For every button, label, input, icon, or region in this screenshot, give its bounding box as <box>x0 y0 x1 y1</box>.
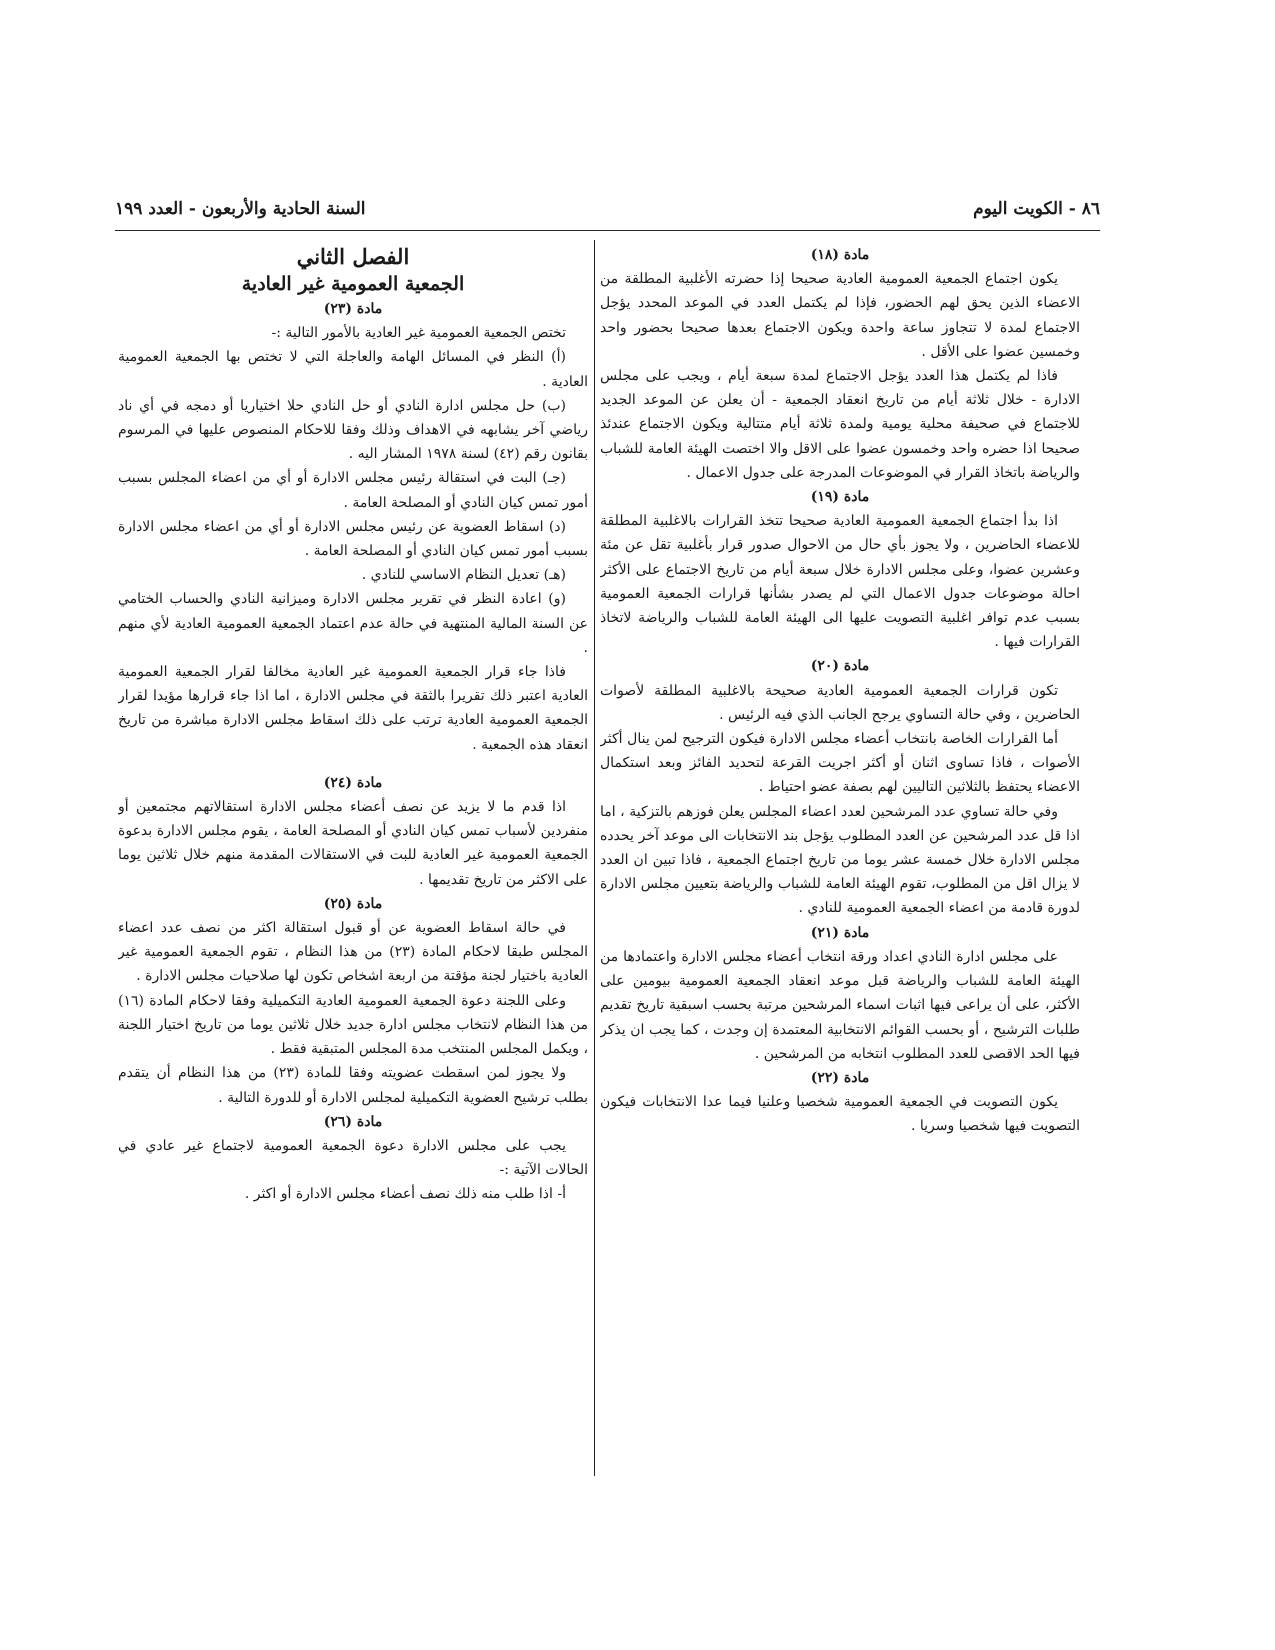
chapter-title: الفصل الثاني <box>296 244 410 269</box>
paragraph: وعلى اللجنة دعوة الجمعية العمومية العادية التكميلية وفقا لاحكام المادة (١٦) من هذا النظام لانتخاب مجلس ادارة جديد خلال ثلاثين يوما من تاريخ اختيار اللجنة ، ويكمل المجلس المنتخب مدة المجلس المتبقية فقط . <box>118 992 588 1058</box>
list-item: أ- اذا طلب منه ذلك نصف أعضاء مجلس الادارة أو اكثر . <box>244 1186 566 1203</box>
list-item: (د) اسقاط العضوية عن رئيس مجلس الادارة أو أي من اعضاء مجلس الادارة بسبب أمور تمس كيان النادي أو المصلحة العامة . <box>118 518 588 560</box>
paragraph: تختص الجمعية العمومية غير العادية بالأمور التالية :- <box>271 325 566 342</box>
paragraph: فاذا لم يكتمل هذا العدد يؤجل الاجتماع لمدة سبعة أيام ، ويجب على مجلس الادارة - خلال ثلاثة أيام من تاريخ انعقاد الجمعية - أن يعلن عن الموعد الجديد للاجتماع في صحيفة محلية يومية ولمدة ثلاثة أيام متتالية ويكون الاجتماع عندئذ صحيحا اذا حضره واحد وخمسون عضوا على الاقل والا اختصت الهيئة العامة للشباب والرياضة باتخاذ القرار في الموضوعات المدرجة على جدول الاعمال . <box>600 368 1080 481</box>
paragraph: اذا بدأ اجتماع الجمعية العمومية العادية صحيحا تتخذ القرارات بالاغلبية المطلقة للاعضاء الحاضرين ، ولا يجوز بأي حال من الاحوال صدور قرار بأغلبية تقل عن مئة وعشرين عضوا، وعلى مجلس الادارة خلال سبعة أيام من تاريخ الاجتماع على الأكثر احالة موضوعات جدول الاعمال التي لم يصدر بشأنها قرارات الجمعية العمومية بسبب عدم توافر اغلبية التصويت عليها الى الهيئة العامة للشباب والرياضة لاتخاذ القرارات فيها . <box>600 513 1080 651</box>
article-heading: مادة (٢٢) <box>810 1069 870 1086</box>
paragraph: اذا قدم ما لا يزيد عن نصف أعضاء مجلس الادارة استقالاتهم مجتمعين أو منفردين لأسباب تمس كيان النادي أو المصلحة العامة ، يقوم مجلس الادارة بدعوة الجمعية العمومية غير العادية للبت في الاستقالات المقدمة منهم خلال ثلاثين يوما على الاكثر من تاريخ تقديمها . <box>118 799 588 888</box>
article-heading: مادة (٢٥) <box>323 895 383 912</box>
page-header <box>115 197 1100 231</box>
list-item: (جـ) البت في استقالة رئيس مجلس الادارة أو أي من اعضاء المجلس بسبب أمور تمس كيان النادي أو المصلحة العامة . <box>118 470 588 511</box>
paragraph: يجب على مجلس الادارة دعوة الجمعية العمومية لاجتماع غير عادي في الحالات الآتية :- <box>118 1137 588 1179</box>
paragraph: أما القرارات الخاصة بانتخاب أعضاء مجلس الادارة فيكون الترجيح لمن ينال أكثر الأصوات ، فاذا تساوى اثنان أو أكثر اجريت القرعة لتحديد الفائز وبعد استكمال الاعضاء يحتفظ بالثلاثين التاليين لهم بصفة عضو احتياط . <box>600 731 1080 796</box>
list-item: (ب) حل مجلس ادارة النادي أو حل النادي حلا اختياريا أو دمجه في أي ناد رياضي آخر يشابهه في الاهداف وذلك وفقا للاحكام المنصوص عليها في المرسوم بقانون رقم (٤٢) لسنة ١٩٧٨ المشار اليه . <box>118 397 588 463</box>
left-column <box>118 243 588 1473</box>
paragraph: تكون قرارات الجمعية العمومية العادية صحيحة بالاغلبية المطلقة لأصوات الحاضرين ، وفي حالة التساوي يرجح الجانب الذي فيه الرئيس . <box>600 682 1080 723</box>
article-heading: مادة (٢٤) <box>323 774 383 791</box>
spacer <box>118 757 588 771</box>
paragraph: على مجلس ادارة النادي اعداد ورقة انتخاب أعضاء مجلس الادارة واعتمادها من الهيئة العامة للشباب والرياضة قبل موعد انعقاد الجمعية العمومية بيومين على الأكثر، على أن يراعى فيها اثبات اسماء المرشحين مرتبة بحسب اسبقية تاريخ تقديم طلبات الترشيح ، أو بحسب القوائم الانتخابية المعتمدة إن وجدت ، كما يجب ان يذكر فيها الحد الاقصى للعدد المطلوب انتخابه من المرشحين . <box>600 948 1080 1062</box>
paragraph: يكون اجتماع الجمعية العمومية العادية صحيحا إذا حضرته الأغلبية المطلقة من الاعضاء الذين يحق لهم الحضور، فإذا لم يكتمل العدد في الموعد المحدد يؤجل الاجتماع لمدة لا تتجاوز ساعة واحدة ويكون الاجتماع بعدها صحيحا بحضور واحد وخمسين عضوا على الأقل . <box>600 271 1080 360</box>
list-item: (هـ) تعديل النظام الاساسي للنادي . <box>361 567 566 584</box>
right-column <box>600 243 1080 1475</box>
list-item: (أ) النظر في المسائل الهامة والعاجلة التي لا تختص بها الجمعية العمومية العادية . <box>118 349 588 390</box>
paragraph: ولا يجوز لمن اسقطت عضويته وفقا للمادة (٢٣) من هذا النظام أن يتقدم بطلب ترشيح العضوية التكميلية لمجلس الادارة أو للدورة التالية . <box>118 1065 588 1106</box>
list-item: (و) اعادة النظر في تقرير مجلس الادارة وميزانية النادي والحساب الختامي عن السنة المالية المنتهية في حالة عدم اعتماد الجمعية العمومية العادية لأي منهم . <box>118 591 588 656</box>
header-rule <box>115 230 1100 231</box>
paragraph: فاذا جاء قرار الجمعية العمومية غير العادية مخالفا لقرار الجمعية العمومية العادية اعتبر ذلك تقريرا بالثقة في مجلس الادارة ، اما اذا جاء قرارها مؤيدا لقرار الجمعية العمومية العادية ترتب على ذلك اسقاط مجلس الادارة مباشرة من تاريخ انعقاد هذه الجمعية . <box>118 664 588 753</box>
article-heading: مادة (١٨) <box>810 247 870 263</box>
article-heading: مادة (٢٦) <box>323 1113 383 1130</box>
article-heading: مادة (١٩) <box>810 489 870 506</box>
section-title: الجمعية العمومية غير العادية <box>241 273 465 295</box>
article-heading: مادة (٢٣) <box>323 301 383 317</box>
column-divider <box>594 240 595 1476</box>
article-heading: مادة (٢١) <box>810 924 870 941</box>
issue-info: السنة الحادية والأربعون - العدد ١٩٩ <box>115 199 366 219</box>
paragraph: في حالة اسقاط العضوية عن أو قبول استقالة اكثر من نصف عدد اعضاء المجلس طبقا لاحكام المادة (٢٣) من هذا النظام ، تقوم الجمعية العمومية غير العادية باختيار لجنة مؤقتة من اربعة اشخاص تكون لها صلاحيات مجلس الادارة . <box>118 920 588 985</box>
paragraph: وفي حالة تساوي عدد المرشحين لعدد اعضاء المجلس يعلن فوزهم بالتزكية ، اما اذا قل عدد المرشحين عن العدد المطلوب يؤجل بند الانتخابات الى موعد آخر يحدده مجلس الادارة خلال خمسة عشر يوما من تاريخ اجتماع الجمعية ، فاذا تبين ان العدد لا يزال اقل من المطلوب، تقوم الهيئة العامة للشباب والرياضة بتعيين مجلس الادارة لدورة قادمة من اعضاء الجمعية العمومية للنادي . <box>600 803 1080 917</box>
page-number-publication: ٨٦ - الكويت اليوم <box>973 199 1100 219</box>
article-heading: مادة (٢٠) <box>810 658 870 675</box>
paragraph: يكون التصويت في الجمعية العمومية شخصيا وعلنيا فيما عدا الانتخابات فيكون التصويت فيها شخصيا وسريا . <box>600 1094 1080 1135</box>
